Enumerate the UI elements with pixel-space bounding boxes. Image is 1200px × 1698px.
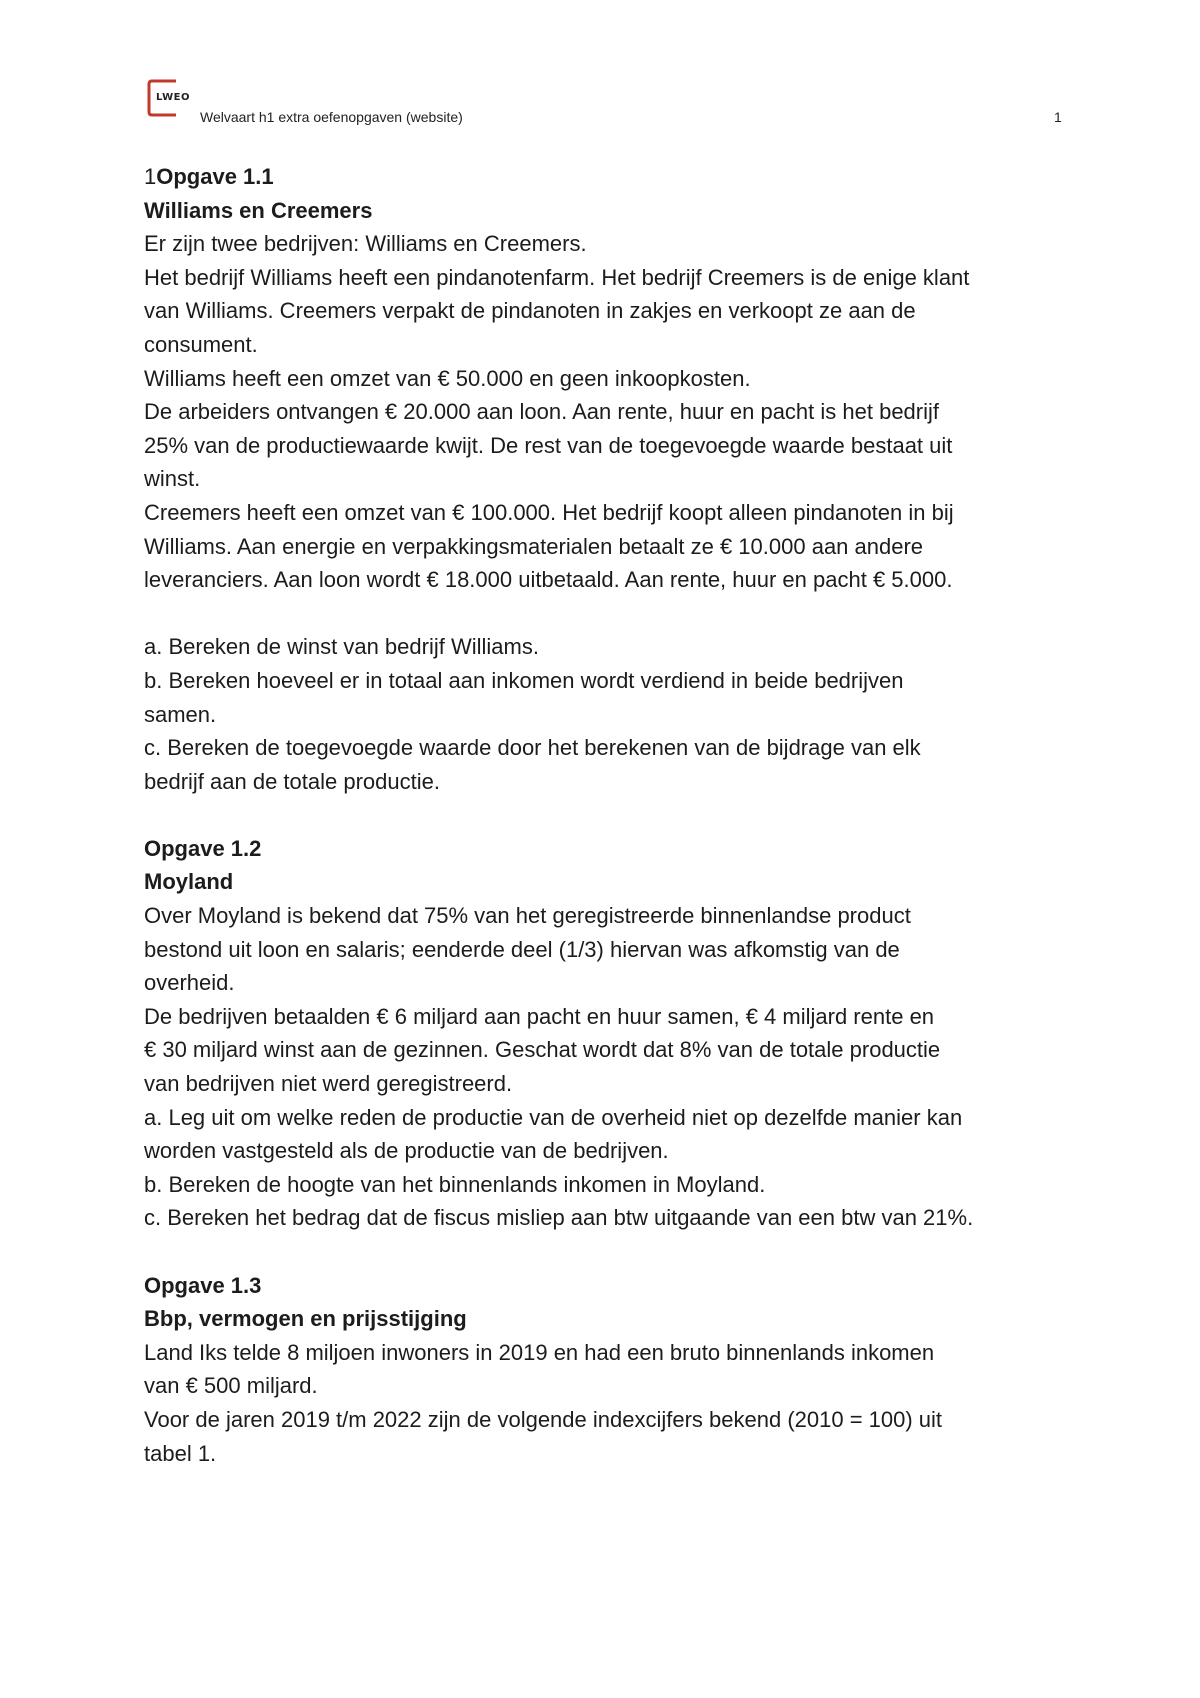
text-line: Creemers heeft een omzet van € 100.000. Het bedrijf koopt alleen pindanoten in bij (144, 499, 954, 525)
question-line: b. Bereken de hoogte van het binnenlands inkomen in Moyland. (144, 1171, 766, 1197)
question-line: bedrijf aan de totale productie. (144, 768, 440, 794)
question-line: b. Bereken hoeveel er in totaal aan inkomen wordt verdiend in beide bedrijven (144, 667, 904, 693)
question-line: c. Bereken het bedrag dat de fiscus misliep aan btw uitgaande van een btw van 21%. (144, 1205, 974, 1231)
text-line: De arbeiders ontvangen € 20.000 aan loon. Aan rente, huur en pacht is het bedrijf (144, 399, 940, 425)
text-line: Land Iks telde 8 miljoen inwoners in 2019 en had een bruto binnenlands inkomen (144, 1339, 935, 1365)
text-line: De bedrijven betaalden € 6 miljard aan pacht en huur samen, € 4 miljard rente en (144, 1003, 935, 1029)
opgave-subtitle: Moyland (144, 869, 234, 895)
question-line: samen. (144, 701, 217, 727)
opgave-heading (144, 160, 1064, 194)
text-line: van Williams. Creemers verpakt de pindanoten in zakjes en verkoopt ze aan de (144, 298, 916, 324)
text-line: overheid. (144, 970, 235, 996)
question-line: worden vastgesteld als de productie van de bedrijven. (144, 1138, 669, 1164)
heading-prefix: 1 (144, 164, 157, 189)
question-line: c. Bereken de toegevoegde waarde door het berekenen van de bijdrage van elk (144, 735, 921, 761)
text-line: Het bedrijf Williams heeft een pindanotenfarm. Het bedrijf Creemers is de enige klant (144, 264, 970, 290)
text-line: Williams heeft een omzet van € 50.000 en geen inkoopkosten. (144, 365, 751, 391)
question-line: a. Leg uit om welke reden de productie van de overheid niet op dezelfde manier kan (144, 1104, 963, 1130)
opgave-1-3 (144, 1269, 1064, 1471)
blank-line (144, 1235, 1064, 1269)
blank-line (144, 798, 1064, 832)
opgave-subtitle: Williams en Creemers (144, 197, 373, 223)
heading-text: Opgave 1.1 (156, 164, 274, 189)
header-page-number: 1 (1054, 109, 1062, 125)
text-line: Voor de jaren 2019 t/m 2022 zijn de volgende indexcijfers bekend (2010 = 100) uit (144, 1406, 943, 1432)
text-line: consument. (144, 331, 258, 357)
lweo-logo (146, 78, 190, 118)
opgave-heading: Opgave 1.2 (144, 835, 262, 861)
logo-text: LWEO (156, 92, 190, 103)
opgave-heading: Opgave 1.3 (144, 1272, 262, 1298)
text-line: 25% van de productiewaarde kwijt. De rest van de toegevoegde waarde bestaat uit (144, 432, 953, 458)
question-line: a. Bereken de winst van bedrijf Williams. (144, 634, 539, 660)
header-title: Welvaart h1 extra oefenopgaven (website) (200, 109, 463, 125)
text-line: van € 500 miljard. (144, 1373, 318, 1399)
text-line: winst. (144, 466, 201, 492)
text-line: Williams. Aan energie en verpakkingsmaterialen betaalt ze € 10.000 aan andere (144, 533, 924, 559)
text-line: leveranciers. Aan loon wordt € 18.000 uitbetaald. Aan rente, huur en pacht € 5.000. (144, 567, 953, 593)
text-line: tabel 1. (144, 1440, 217, 1466)
text-line: € 30 miljard winst aan de gezinnen. Geschat wordt dat 8% van de totale productie (144, 1037, 941, 1063)
text-line: Er zijn twee bedrijven: Williams en Creemers. (144, 231, 587, 257)
text-line: van bedrijven niet werd geregistreerd. (144, 1071, 513, 1097)
document-body (144, 160, 1064, 1470)
opgave-subtitle: Bbp, vermogen en prijsstijging (144, 1306, 467, 1332)
opgave-1-2 (144, 832, 1064, 1235)
blank-line (144, 597, 1064, 631)
text-line: bestond uit loon en salaris; eenderde deel (1/3) hiervan was afkomstig van de (144, 936, 900, 962)
opgave-1-1 (144, 160, 1064, 798)
text-line: Over Moyland is bekend dat 75% van het geregistreerde binnenlandse product (144, 903, 911, 929)
